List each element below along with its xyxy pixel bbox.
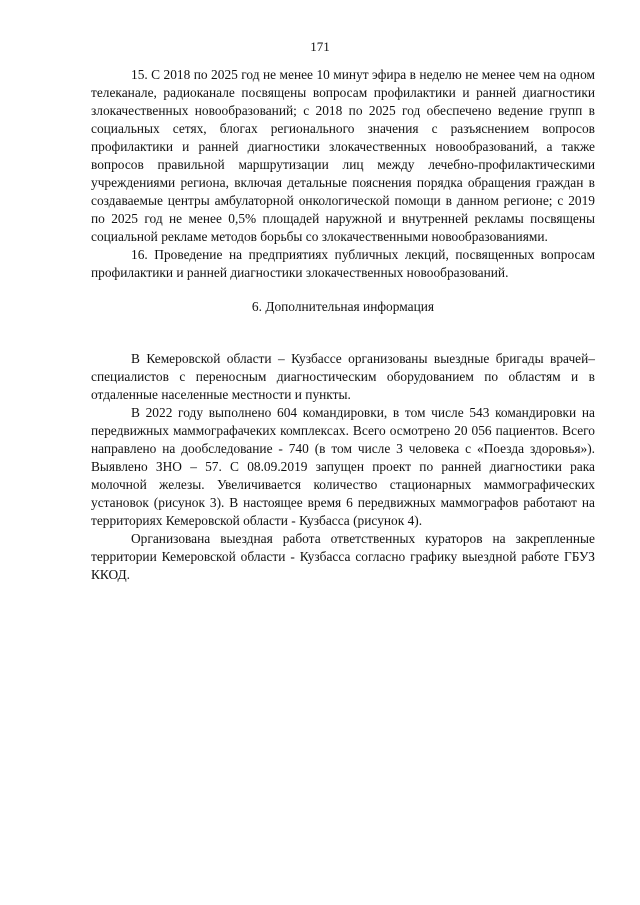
document-body: [91, 66, 595, 584]
paragraph-curators: Организована выездная работа ответственных кураторов на закрепленные территории Кемеровской области - Кузбасса согласно графику выездной работе ГБУЗ ККОД.: [91, 531, 595, 582]
paragraph-2022-statistics: В 2022 году выполнено 604 командировки, в том числе 543 командировки на передвижных маммографачеких комплексах. Всего осмотрено 20 056 пациентов. Всего направлено на дообследование - 740 (в том числе 3 человека с «Поезда здоровья»). Выявлено ЗНО – 57. С 08.09.2019 запущен проект по ранней диагностики рака молочной железы. Увеличивается количество стационарных маммографических установок (рисунок 3). В настоящее время 6 передвижных маммографов работают на территориях Кемеровской области - Кузбасса (рисунок 4).: [91, 405, 595, 528]
section-heading: 6. Дополнительная информация: [251, 299, 435, 314]
paragraph-mobile-teams: В Кемеровской области – Кузбассе организованы выездные бригады врачей–специалистов с переносным диагностическим оборудованием по областям и в отдаленные населенные местности и пункты.: [91, 351, 595, 402]
list-item-16: 16. Проведение на предприятиях публичных лекций, посвященных вопросам профилактики и ранней диагностики злокачественных новообразований.: [91, 247, 595, 280]
section-spacer: [91, 316, 595, 350]
list-item-15: 15. С 2018 по 2025 год не менее 10 минут эфира в неделю не менее чем на одном телеканале, радиоканале посвящены вопросам профилактики и ранней диагностики злокачественных новообразований; с 2018 по 2025 год обеспечено ведение групп в социальных сетях, блогах регионального значения с разъяснением вопросов профилактики и ранней диагностики злокачественных новообразований, а также вопросов правильной маршрутизации лиц между лечебно-профилактическими учреждениями региона, включая детальные пояснения порядка обращения граждан в создаваемые центры амбулаторной онкологической помощи в данном регионе; с 2019 по 2025 год не менее 0,5% площадей наружной и внутренней рекламы посвящены социальной рекламе методов борьбы со злокачественными новообразованиями.: [91, 67, 595, 244]
page-number: 171: [310, 39, 330, 54]
